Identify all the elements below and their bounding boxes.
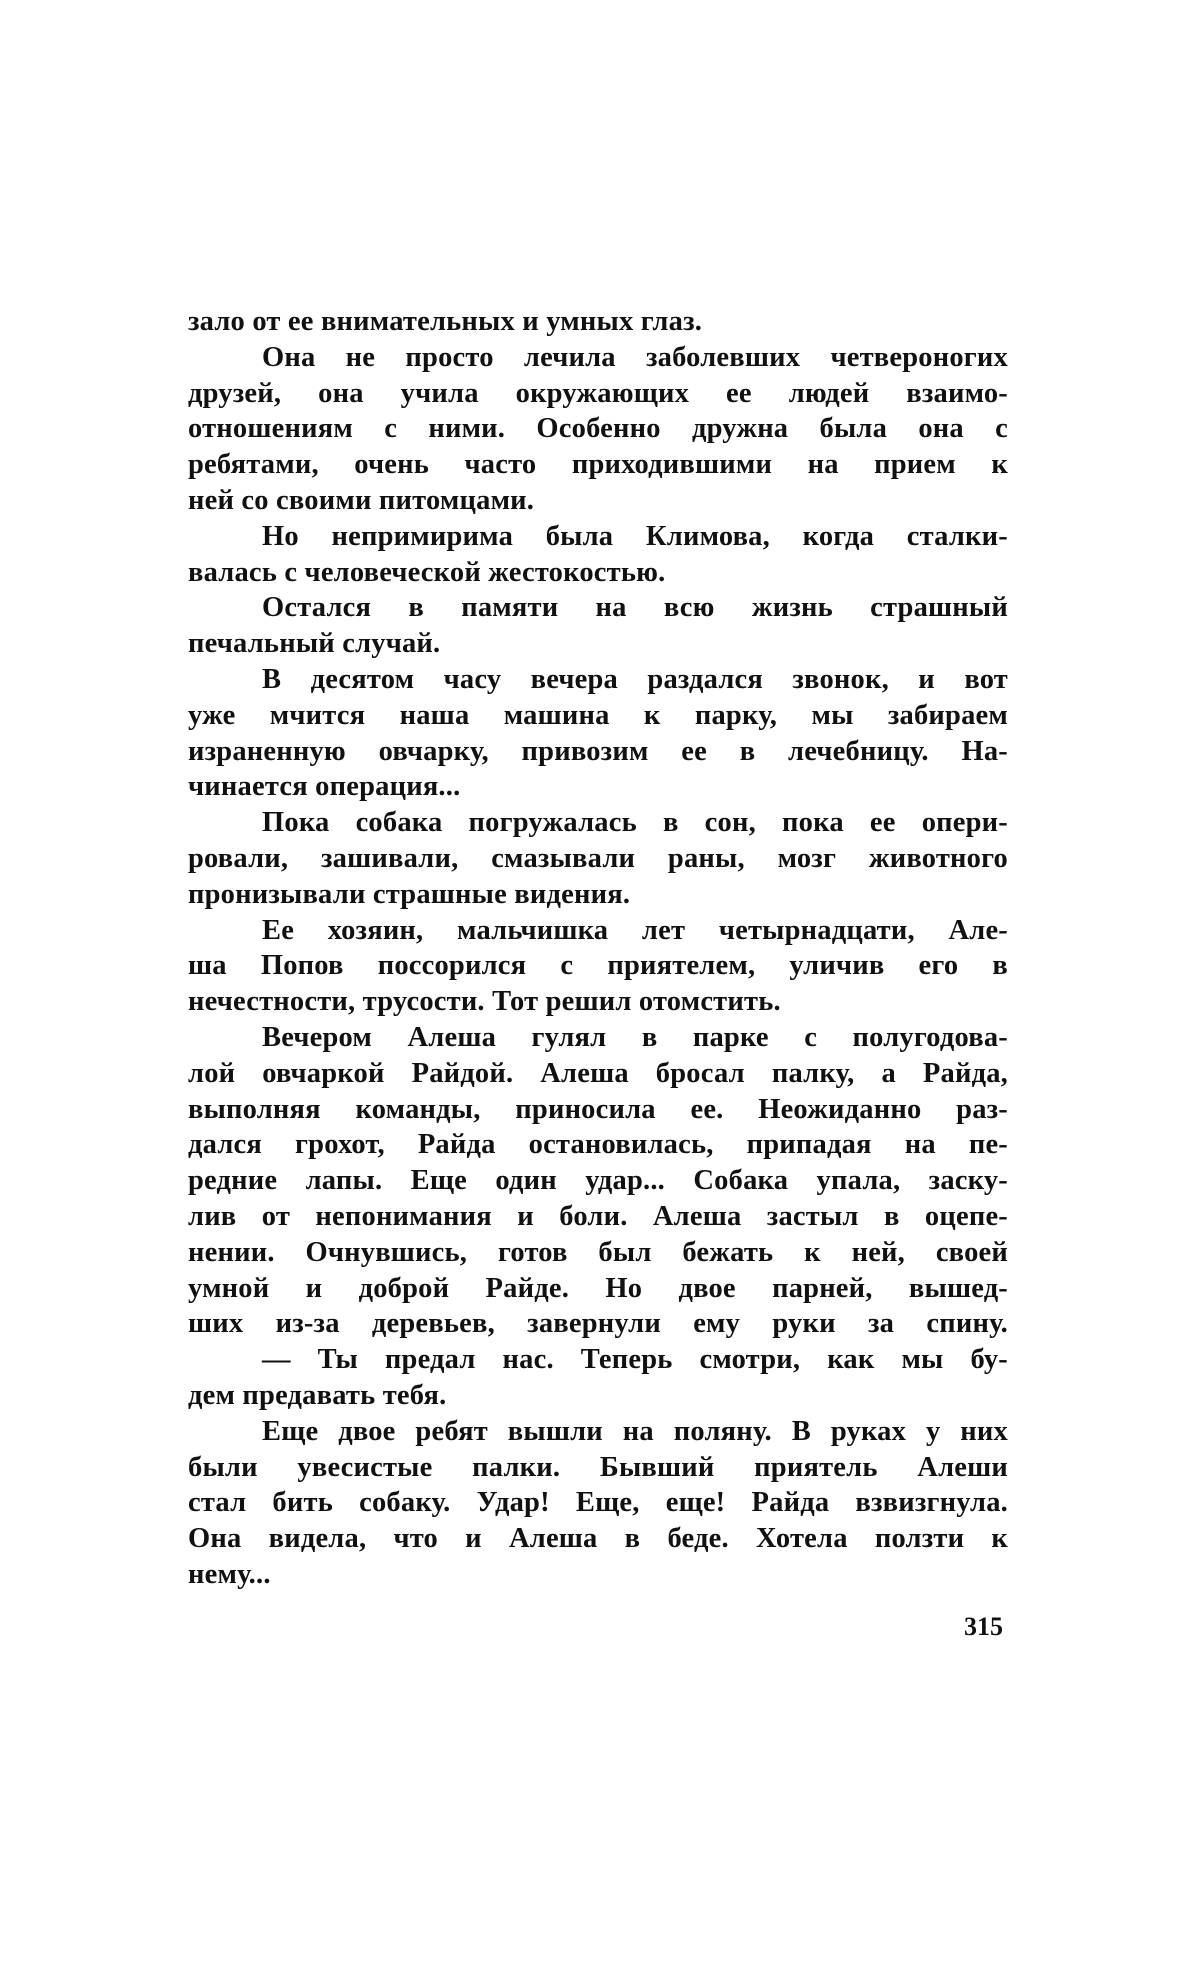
body-text bbox=[188, 304, 1008, 1593]
text-line: лив от непонимания и боли. Алеша застыл в оцепе- bbox=[188, 1200, 1008, 1232]
text-line: отношениям с ними. Особенно дружна была она с bbox=[188, 413, 1008, 445]
text-line: Она видела, что и Алеша в беде. Хотела ползти к bbox=[188, 1523, 1008, 1555]
text-line: лой овчаркой Райдой. Алеша бросал палку, а Райда, bbox=[188, 1057, 1008, 1089]
text-line: ребятами, очень часто приходившими на прием к bbox=[188, 449, 1008, 481]
text-line: валась с человеческой жестокостью. bbox=[188, 556, 666, 588]
text-line: печальный случай. bbox=[188, 628, 441, 660]
text-line: В десятом часу вечера раздался звонок, и вот bbox=[262, 663, 1008, 695]
text-line: чинается операция... bbox=[188, 771, 461, 803]
text-line: Она не просто лечила заболевших четвероногих bbox=[262, 341, 1008, 373]
text-line: стал бить собаку. Удар! Еще, еще! Райда взвизгнула. bbox=[188, 1487, 1008, 1519]
text-line: выполняя команды, приносила ее. Неожиданно раз- bbox=[188, 1093, 1008, 1125]
text-line: — Ты предал нас. Теперь смотри, как мы бу- bbox=[262, 1344, 1008, 1376]
text-line: были увесистые палки. Бывший приятель Алеши bbox=[188, 1451, 1008, 1483]
text-line: друзей, она учила окружающих ее людей взаимо- bbox=[188, 377, 1008, 409]
text-line: Пока собака погружалась в сон, пока ее опери- bbox=[262, 807, 1008, 839]
text-line: ровали, зашивали, смазывали раны, мозг животного bbox=[188, 842, 1008, 874]
text-line: нечестности, трусости. Тот решил отомстить. bbox=[188, 986, 781, 1018]
text-line: редние лапы. Еще один удар... Собака упала, заску- bbox=[188, 1165, 1008, 1197]
text-line: умной и доброй Райде. Но двое парней, вышед- bbox=[188, 1272, 1008, 1304]
text-line: нему... bbox=[188, 1558, 271, 1590]
text-line: дем предавать тебя. bbox=[188, 1379, 447, 1411]
text-line: пронизывали страшные видения. bbox=[188, 878, 631, 910]
text-line: ша Попов поссорился с приятелем, уличив его в bbox=[188, 950, 1008, 982]
page-number: 315 bbox=[964, 1612, 1003, 1641]
text-line: Ее хозяин, мальчишка лет четырнадцати, Але- bbox=[262, 914, 1008, 946]
text-line: уже мчится наша машина к парку, мы забираем bbox=[188, 699, 1008, 731]
text-line: ней со своими питомцами. bbox=[188, 484, 535, 516]
text-line: ших из-за деревьев, завернули ему руки за спину. bbox=[188, 1308, 1008, 1340]
text-line: Вечером Алеша гулял в парке с полугодова- bbox=[262, 1021, 1008, 1053]
text-line: Остался в памяти на всю жизнь страшный bbox=[262, 592, 1008, 624]
text-line: Еще двое ребят вышли на поляну. В руках у них bbox=[262, 1415, 1008, 1447]
text-line: зало от ее внимательных и умных глаз. bbox=[188, 306, 703, 337]
text-line: дался грохот, Райда остановилась, припадая на пе- bbox=[188, 1129, 1008, 1161]
text-line: израненную овчарку, привозим ее в лечебницу. На- bbox=[188, 735, 1008, 767]
text-line: нении. Очнувшись, готов был бежать к ней, своей bbox=[188, 1236, 1008, 1268]
text-line: Но непримирима была Климова, когда сталки- bbox=[262, 520, 1008, 552]
